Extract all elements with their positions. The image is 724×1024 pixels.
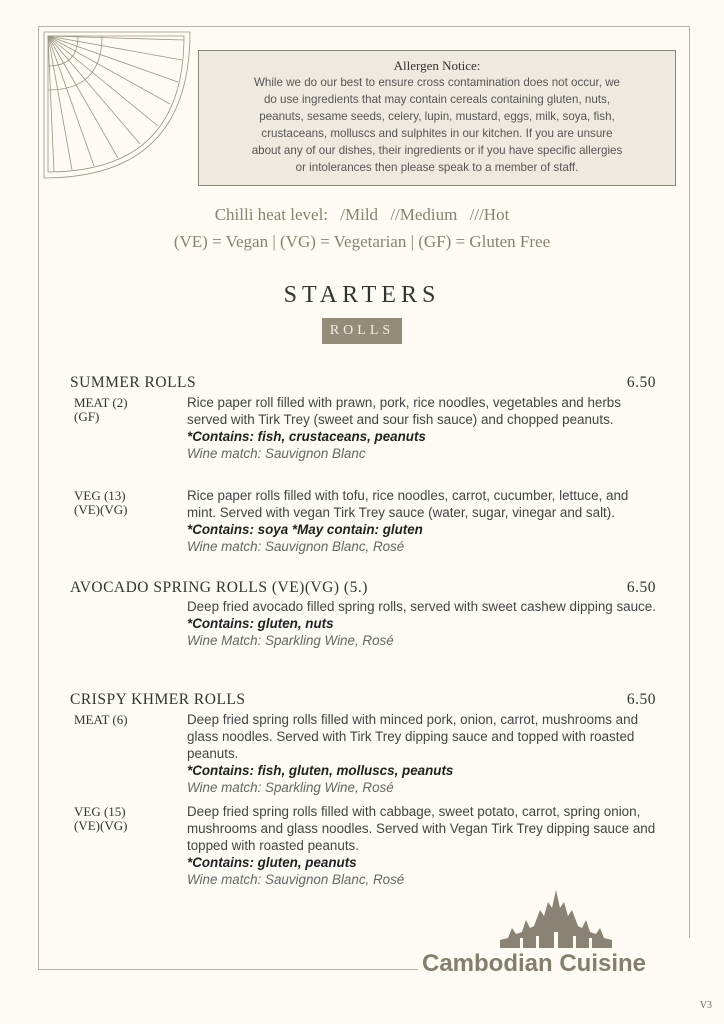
frame-right-line	[689, 26, 690, 938]
menu-item-description	[187, 711, 657, 796]
menu-item-description	[187, 394, 657, 462]
allergen-notice-line: peanuts, sesame seeds, celery, lupin, mustard, eggs, milk, soya, fish,	[259, 110, 615, 123]
variant-label	[74, 713, 128, 727]
menu-item-title: AVOCADO SPRING ROLLS (VE)(VG) (5.)	[70, 579, 368, 596]
variant-name: VEG (13)	[74, 488, 126, 503]
variant-name: VEG (15)	[74, 804, 126, 819]
menu-item-description	[187, 598, 657, 649]
allergen-notice-line: crustaceans, molluscs and sulphites in our kitchen. If you are unsure	[261, 127, 613, 140]
description-text: Deep fried avocado filled spring rolls, served with sweet cashew dipping sauce.	[187, 599, 656, 614]
brand-name: Cambodian Cuisine	[422, 950, 647, 977]
variant-label	[74, 805, 127, 833]
variant-label	[74, 489, 127, 517]
heat-mild-label: Mild	[345, 205, 379, 224]
description-text: Rice paper roll filled with prawn, pork, rice noodles, vegetables and herbs served with Tirk Trey (sweet and sour fish sauce) and chopped peanuts.	[187, 395, 621, 427]
description-text: Rice paper rolls filled with tofu, rice noodles, carrot, cucumber, lettuce, and mint. Served with vegan Tirk Trey sauce (water, sugar, vinegar and salt).	[187, 488, 629, 520]
menu-item-title: SUMMER ROLLS	[70, 374, 197, 391]
allergen-contains: *Contains: gluten, nuts	[187, 616, 334, 631]
allergen-notice-box	[198, 50, 676, 186]
description-text: Deep fried spring rolls filled with cabbage, sweet potato, carrot, spring onion, mushrooms and glass noodles. Served with Vegan Tirk Trey dipping sauce and topped with roasted peanuts.	[187, 804, 656, 853]
allergen-contains: *Contains: fish, crustaceans, peanuts	[187, 429, 426, 444]
wine-match: Wine match: Sauvignon Blanc, Rosé	[187, 872, 405, 887]
version-label: V3	[699, 1000, 712, 1011]
wine-match: Wine Match: Sparkling Wine, Rosé	[187, 633, 394, 648]
frame-left-line	[38, 26, 39, 970]
menu-item-price: 6.50	[626, 691, 656, 708]
allergen-notice-line: or intolerances then please speak to a member of staff.	[295, 161, 579, 174]
variant-diet: (VE)(VG)	[74, 818, 128, 833]
variant-name: MEAT (2)	[74, 395, 128, 410]
chilli-hot-icon: ///	[469, 205, 484, 224]
section-subtitle-badge: ROLLS	[322, 318, 402, 344]
menu-item-title: CRISPY KHMER ROLLS	[70, 691, 246, 708]
heat-medium-label: Medium	[399, 205, 458, 224]
heat-label: Chilli heat level:	[214, 205, 329, 224]
diet-legend: (VE) = Vegan | (VG) = Vegetarian | (GF) = Gluten Free	[173, 232, 551, 251]
wine-match: Wine match: Sauvignon Blanc, Rosé	[187, 539, 405, 554]
wine-match: Wine match: Sauvignon Blanc	[187, 446, 366, 461]
angkor-temple-icon	[500, 888, 612, 948]
description-text: Deep fried spring rolls filled with minced pork, onion, carrot, mushrooms and glass noodles. Served with Tirk Trey dipping sauce and topped with roasted peanuts.	[187, 712, 639, 761]
menu-item-description	[187, 803, 657, 888]
chilli-heat-legend	[0, 205, 724, 225]
heat-hot-label: Hot	[483, 205, 510, 224]
variant-label	[74, 396, 128, 424]
frame-top-line	[38, 26, 690, 27]
menu-item-price: 6.50	[626, 374, 656, 391]
section-title: STARTERS	[283, 282, 441, 308]
allergen-notice-title: Allergen Notice:	[393, 58, 481, 73]
allergen-contains: *Contains: soya *May contain: gluten	[187, 522, 423, 537]
menu-item-price: 6.50	[626, 579, 656, 596]
variant-diet: (VE)(VG)	[74, 502, 128, 517]
allergen-notice-line: about any of our dishes, their ingredients or if you have specific allergies	[251, 144, 623, 157]
chilli-medium-icon: //	[390, 205, 400, 224]
frame-bottom-line	[38, 969, 418, 970]
menu-item-description	[187, 487, 657, 555]
variant-name: MEAT (6)	[74, 712, 128, 727]
allergen-notice-line: While we do our best to ensure cross contamination does not occur, we	[253, 76, 621, 89]
allergen-contains: *Contains: gluten, peanuts	[187, 855, 357, 870]
chilli-mild-icon: /	[340, 205, 345, 224]
corner-fan-ornament	[42, 30, 192, 180]
variant-diet: (GF)	[74, 409, 100, 424]
allergen-contains: *Contains: fish, gluten, molluscs, peanuts	[187, 763, 454, 778]
allergen-notice-line: do use ingredients that may contain cereals containing gluten, nuts,	[263, 93, 611, 106]
wine-match: Wine match: Sparkling Wine, Rosé	[187, 780, 394, 795]
